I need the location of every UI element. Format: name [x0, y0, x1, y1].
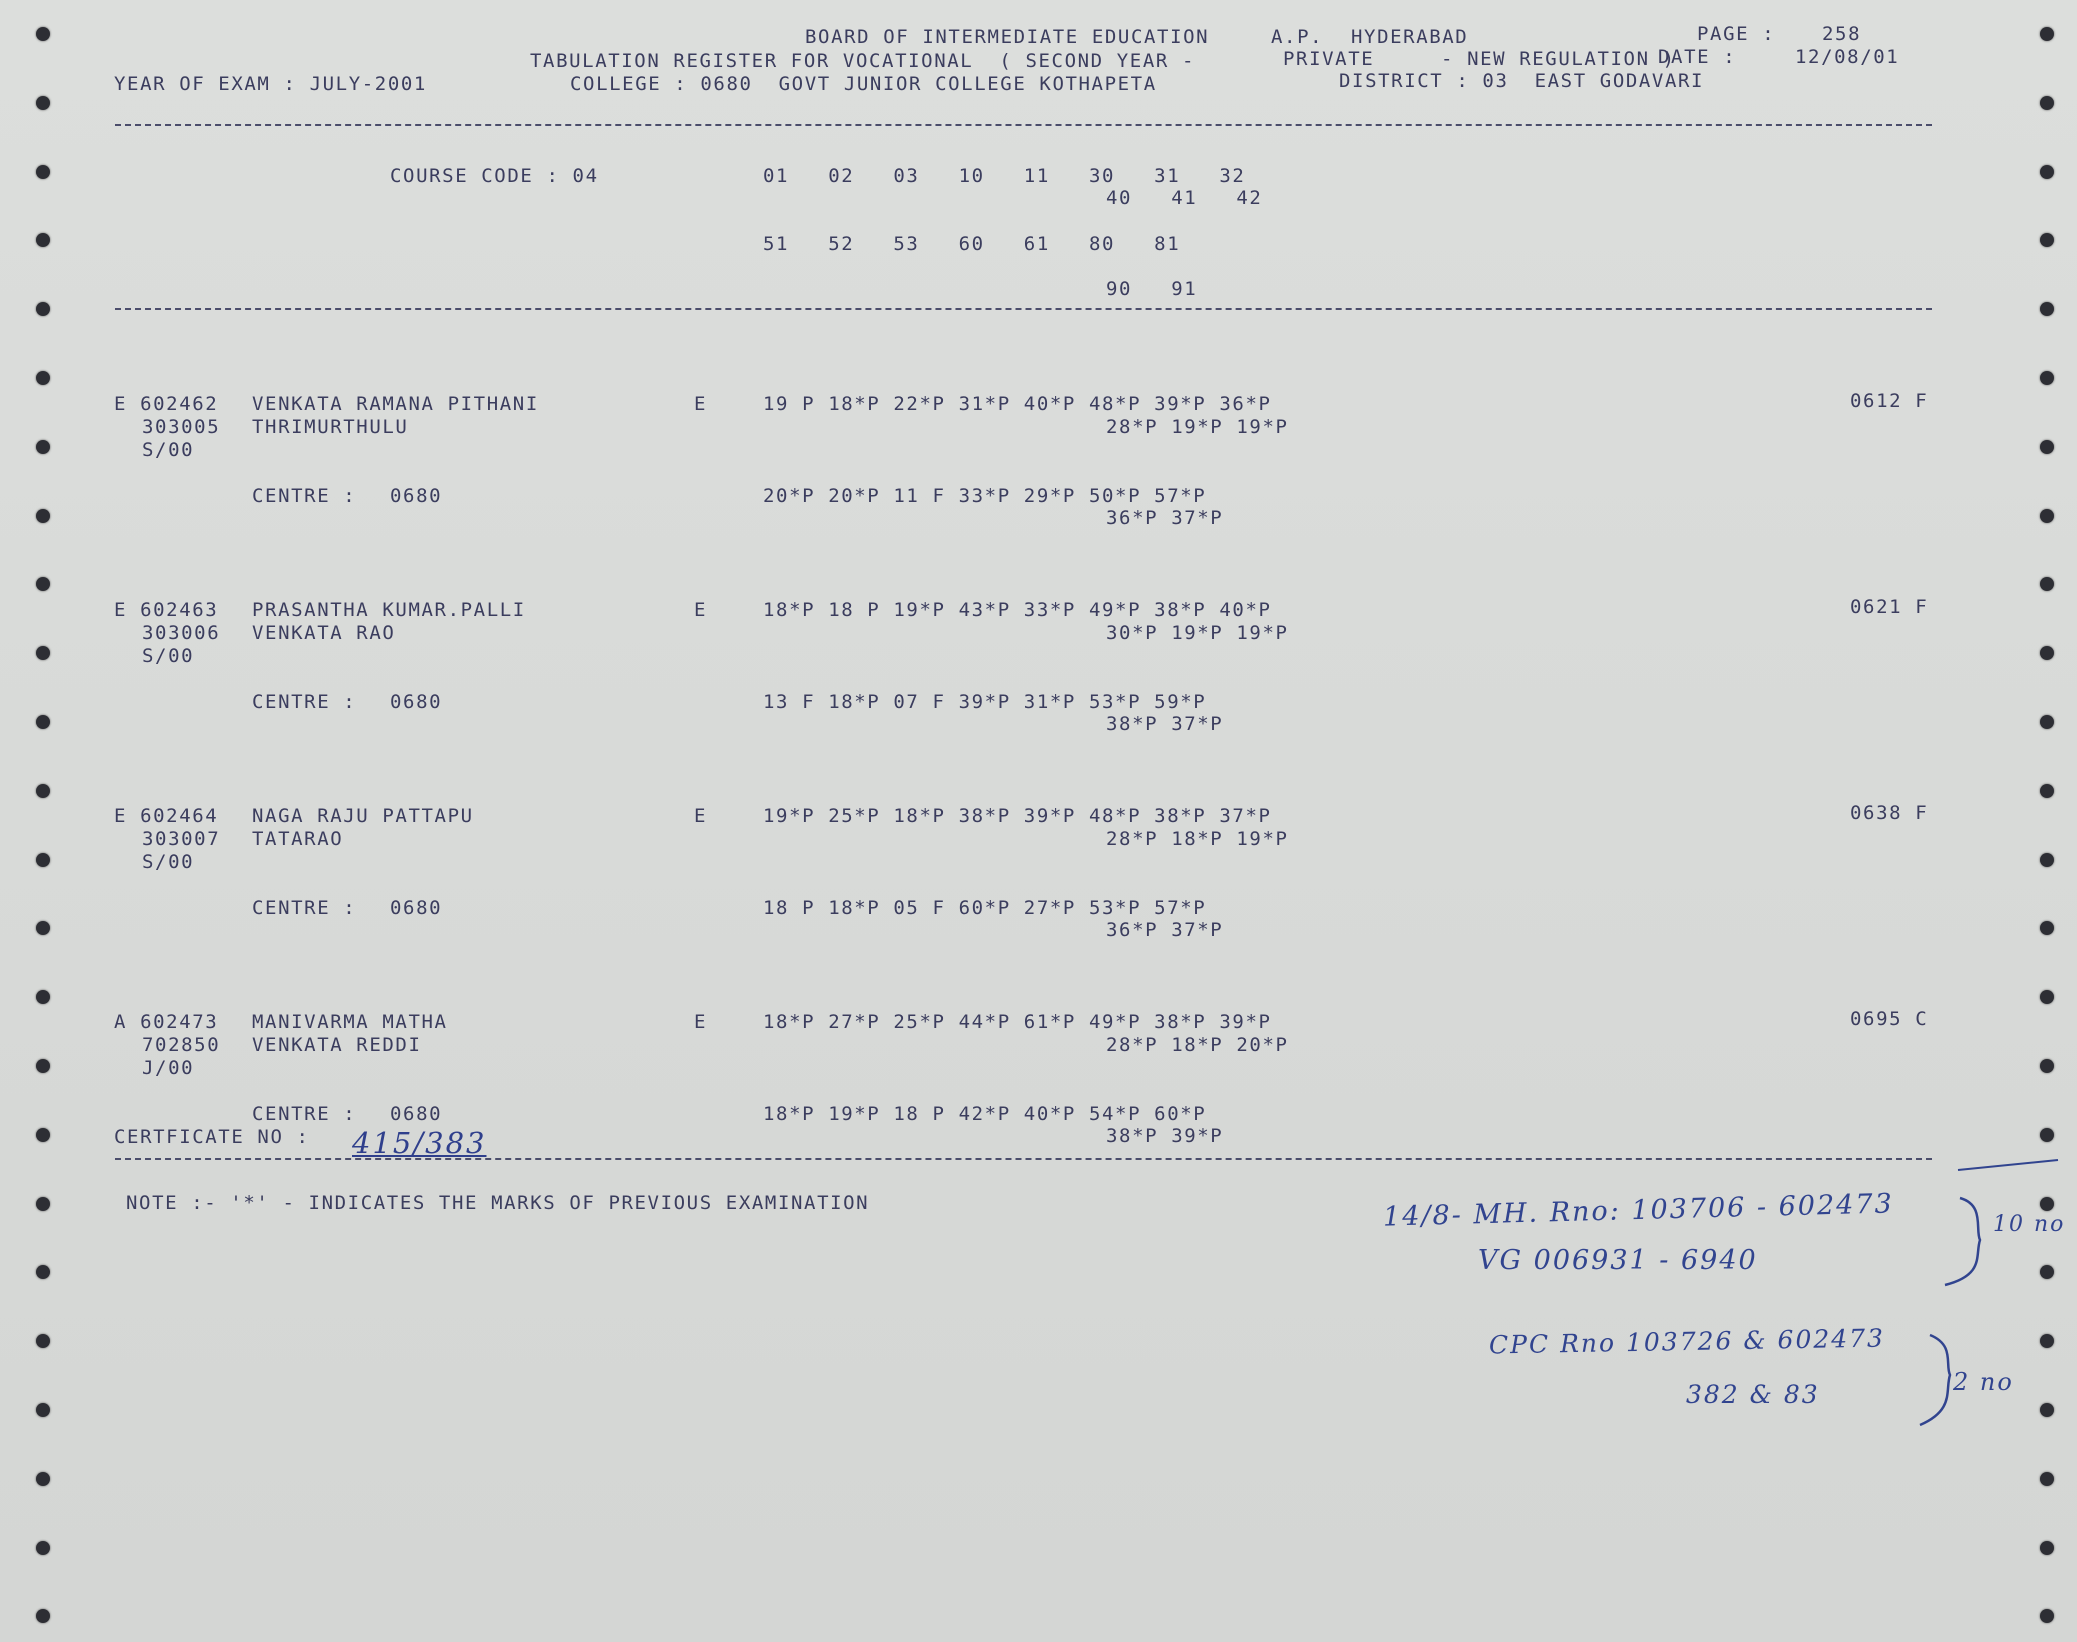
course-code: COURSE CODE : 04 [390, 165, 599, 187]
feed-hole [2040, 1059, 2054, 1073]
feed-hole [2040, 96, 2054, 110]
handwritten-note-line2: VG 006931 - 6940 [1478, 1245, 1758, 1276]
state-abbrev: A.P. [1271, 26, 1324, 48]
student-id: E 602462 [114, 393, 219, 415]
subject-codes-row2: 51 52 53 60 61 80 81 [763, 233, 1181, 255]
course-divider [115, 308, 1932, 310]
feed-hole [2040, 302, 2054, 316]
centre-label: CENTRE : [252, 691, 357, 713]
feed-hole [2040, 371, 2054, 385]
student-status: S/00 [142, 645, 195, 667]
marks-row1b: 28*P 18*P 19*P [1106, 828, 1289, 850]
student-id: A 602473 [114, 1011, 219, 1033]
student-medium: E [694, 393, 708, 415]
feed-hole [36, 1609, 50, 1623]
student-reg: 303006 [142, 622, 221, 644]
feed-hole [36, 233, 50, 247]
feed-hole [2040, 440, 2054, 454]
handwritten-note-side1: 10 no [1993, 1212, 2066, 1237]
feed-hole [36, 96, 50, 110]
note-text: NOTE :- '*' - INDICATES THE MARKS OF PREVIOUS EXAMINATION [126, 1192, 870, 1214]
marks-row1: 18*P 18 P 19*P 43*P 33*P 49*P 38*P 40*P [763, 599, 1272, 621]
student-reg: 702850 [142, 1034, 221, 1056]
feed-hole [36, 853, 50, 867]
student-total: 0621 F [1850, 596, 1929, 618]
centre-label: CENTRE : [252, 485, 357, 507]
marks-row2b: 36*P 37*P [1106, 919, 1224, 941]
header-divider [115, 124, 1932, 126]
feed-hole [36, 165, 50, 179]
marks-row2: 13 F 18*P 07 F 39*P 31*P 53*P 59*P [763, 691, 1207, 713]
student-reg: 303007 [142, 828, 221, 850]
centre-label: CENTRE : [252, 1103, 357, 1125]
feed-hole [2040, 1197, 2054, 1211]
marks-row1: 18*P 27*P 25*P 44*P 61*P 49*P 38*P 39*P [763, 1011, 1272, 1033]
brace-2 [1920, 1335, 1950, 1425]
student-medium: E [694, 599, 708, 621]
feed-hole [36, 302, 50, 316]
student-name: VENKATA RAMANA PITHANI [252, 393, 539, 415]
feed-hole [36, 1197, 50, 1211]
feed-hole [2040, 1541, 2054, 1555]
student-father: THRIMURTHULU [252, 416, 409, 438]
marks-row1b: 28*P 18*P 20*P [1106, 1034, 1289, 1056]
feed-hole [36, 1265, 50, 1279]
brace-1-tick [1958, 1160, 2058, 1170]
student-reg: 303005 [142, 416, 221, 438]
student-total: 0695 C [1850, 1008, 1929, 1030]
feed-hole [36, 990, 50, 1004]
feed-hole [2040, 646, 2054, 660]
feed-hole [2040, 1265, 2054, 1279]
handwritten-note-line1: 14/8- MH. Rno: 103706 - 602473 [1382, 1188, 1895, 1233]
feed-hole [36, 1128, 50, 1142]
footer-divider [115, 1158, 1932, 1160]
marks-row2: 20*P 20*P 11 F 33*P 29*P 50*P 57*P [763, 485, 1207, 507]
marks-row1b: 28*P 19*P 19*P [1106, 416, 1289, 438]
handwritten-note-side2: 2 no [1953, 1368, 2014, 1396]
feed-hole [2040, 853, 2054, 867]
student-medium: E [694, 1011, 708, 1033]
feed-hole [2040, 1128, 2054, 1142]
centre-code: 0680 [390, 1103, 443, 1125]
year-of-exam: YEAR OF EXAM : JULY-2001 [114, 73, 427, 95]
feed-hole [36, 1541, 50, 1555]
student-father: TATARAO [252, 828, 344, 850]
feed-hole [2040, 577, 2054, 591]
student-id: E 602463 [114, 599, 219, 621]
feed-hole [36, 371, 50, 385]
feed-hole [36, 1403, 50, 1417]
private-label: PRIVATE [1283, 48, 1375, 70]
board-title: BOARD OF INTERMEDIATE EDUCATION [805, 26, 1210, 48]
regulation-label: - NEW REGULATION ) [1441, 48, 1676, 70]
feed-hole [2040, 165, 2054, 179]
student-medium: E [694, 805, 708, 827]
date-value: 12/08/01 [1795, 46, 1900, 68]
feed-hole [2040, 715, 2054, 729]
feed-hole [36, 577, 50, 591]
centre-label: CENTRE : [252, 897, 357, 919]
feed-hole [2040, 921, 2054, 935]
subject-codes-row3: 90 91 [1106, 278, 1198, 300]
student-father: VENKATA RAO [252, 622, 396, 644]
student-father: VENKATA REDDI [252, 1034, 422, 1056]
marks-row2b: 36*P 37*P [1106, 507, 1224, 529]
certificate-label: CERTFICATE NO : [114, 1126, 310, 1148]
student-status: S/00 [142, 439, 195, 461]
marks-row2b: 38*P 37*P [1106, 713, 1224, 735]
college-line: COLLEGE : 0680 GOVT JUNIOR COLLEGE KOTHAPETA [570, 73, 1157, 95]
feed-hole [36, 440, 50, 454]
centre-code: 0680 [390, 897, 443, 919]
handwritten-note-line3: CPC Rno 103726 & 602473 [1488, 1323, 1886, 1360]
marks-row2: 18*P 19*P 18 P 42*P 40*P 54*P 60*P [763, 1103, 1207, 1125]
feed-hole [36, 646, 50, 660]
feed-hole [36, 715, 50, 729]
feed-hole [36, 784, 50, 798]
feed-hole [2040, 27, 2054, 41]
subject-codes-row1: 01 02 03 10 11 30 31 32 [763, 165, 1246, 187]
feed-hole [2040, 1609, 2054, 1623]
feed-hole [36, 1334, 50, 1348]
district-line: DISTRICT : 03 EAST GODAVARI [1339, 70, 1705, 92]
feed-hole [36, 27, 50, 41]
subject-codes-row1b: 40 41 42 [1106, 187, 1263, 209]
centre-code: 0680 [390, 691, 443, 713]
student-status: S/00 [142, 851, 195, 873]
city-name: HYDERABAD [1351, 26, 1469, 48]
feed-hole [36, 1059, 50, 1073]
student-total: 0612 F [1850, 390, 1929, 412]
student-total: 0638 F [1850, 802, 1929, 824]
feed-hole [2040, 784, 2054, 798]
date-label: DATE : [1658, 46, 1737, 68]
feed-hole [2040, 1334, 2054, 1348]
feed-hole [2040, 509, 2054, 523]
feed-hole [2040, 1403, 2054, 1417]
centre-code: 0680 [390, 485, 443, 507]
student-name: NAGA RAJU PATTAPU [252, 805, 474, 827]
marks-row2: 18 P 18*P 05 F 60*P 27*P 53*P 57*P [763, 897, 1207, 919]
page-label: PAGE : [1697, 23, 1776, 45]
feed-hole [36, 1472, 50, 1486]
certificate-number-handwritten: 415/383 [352, 1126, 487, 1160]
student-name: PRASANTHA KUMAR.PALLI [252, 599, 526, 621]
page-number: 258 [1822, 23, 1862, 45]
marks-row2b: 38*P 39*P [1106, 1125, 1224, 1147]
brace-1 [1945, 1198, 1980, 1285]
feed-hole [36, 921, 50, 935]
feed-hole [2040, 233, 2054, 247]
register-line: TABULATION REGISTER FOR VOCATIONAL ( SECOND YEAR - [530, 50, 1195, 72]
feed-hole [36, 509, 50, 523]
marks-row1: 19*P 25*P 18*P 38*P 39*P 48*P 38*P 37*P [763, 805, 1272, 827]
marks-row1: 19 P 18*P 22*P 31*P 40*P 48*P 39*P 36*P [763, 393, 1272, 415]
feed-hole [2040, 1472, 2054, 1486]
feed-hole [2040, 990, 2054, 1004]
student-name: MANIVARMA MATHA [252, 1011, 448, 1033]
handwritten-note-line4: 382 & 83 [1686, 1380, 1820, 1409]
marks-row1b: 30*P 19*P 19*P [1106, 622, 1289, 644]
student-id: E 602464 [114, 805, 219, 827]
student-status: J/00 [142, 1057, 195, 1079]
